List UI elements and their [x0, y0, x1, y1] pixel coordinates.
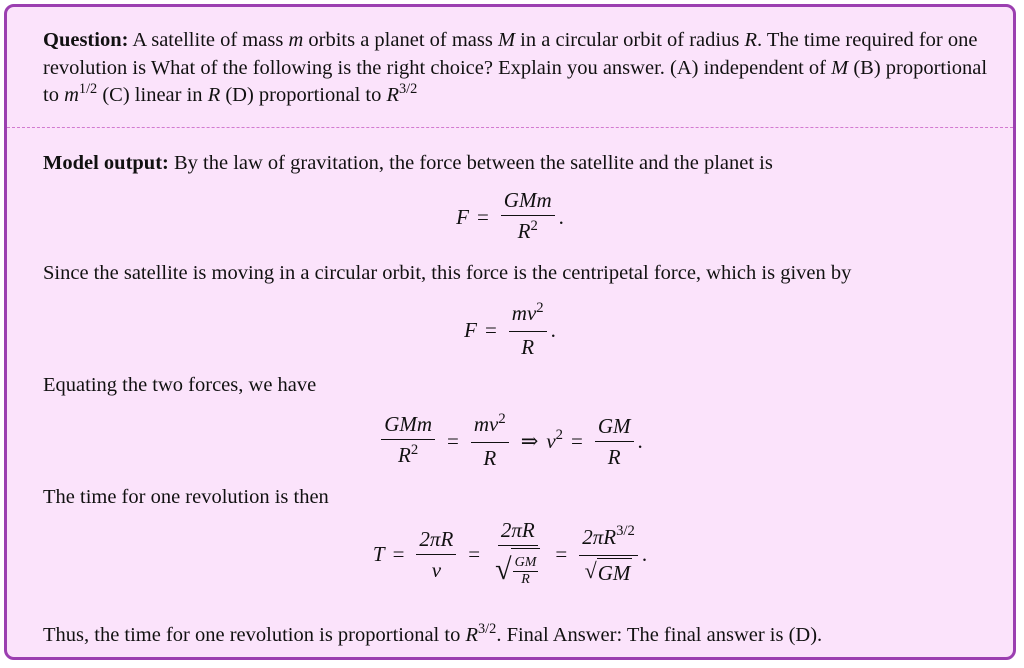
question-label: Question:: [43, 29, 129, 51]
centripetal-text: Since the satellite is moving in a circular orbit, this force is the centripetal force, which is given by: [43, 262, 852, 284]
equation-gravitation: F = $\frac{\text{GMm}}{R^2}$ .: [456, 188, 564, 243]
content-box: [4, 4, 1016, 660]
dashed-divider: [7, 127, 1013, 128]
model-output-intro: Model output: By the law of gravitation, the force between the satellite and the planet is: [43, 152, 773, 174]
sqrt-symbol: √ $\frac{GM}{R}$: [495, 548, 540, 592]
question-text: Question: A satellite of mass m orbits a planet of mass M in a circular orbit of radius R. The time required for one revolution is What of the following is the right choice? Explain you answer. (A) independent of M (B) proportional to $m^{1/2}$ (C) linear in R (D) proportional to $R^{3/2}$: [43, 29, 988, 106]
model-output-label: Model output:: [43, 152, 169, 174]
time-intro-text: The time for one revolution is then: [43, 486, 329, 508]
equation-period: T = $\frac{2\pi R}{v}$ = 2πR √ $\frac{GM}{R}$ = $2\pi R^{3/2}$ √ GM .: [7, 517, 1013, 592]
equation-centripetal: F = $\frac{mv^2}{R}$ .: [464, 299, 556, 359]
conclusion-text: Thus, the time for one revolution is proportional to $R^{3/2}$. Final Answer: The final answer is (D).: [43, 621, 823, 646]
equation-equating: $\frac{\text{GMm}}{R^2}$ = $\frac{mv^2}{R}$ ⇒ $v^2$ = $\frac{GM}{R}$ .: [7, 411, 1013, 471]
equating-text: Equating the two forces, we have: [43, 374, 317, 396]
